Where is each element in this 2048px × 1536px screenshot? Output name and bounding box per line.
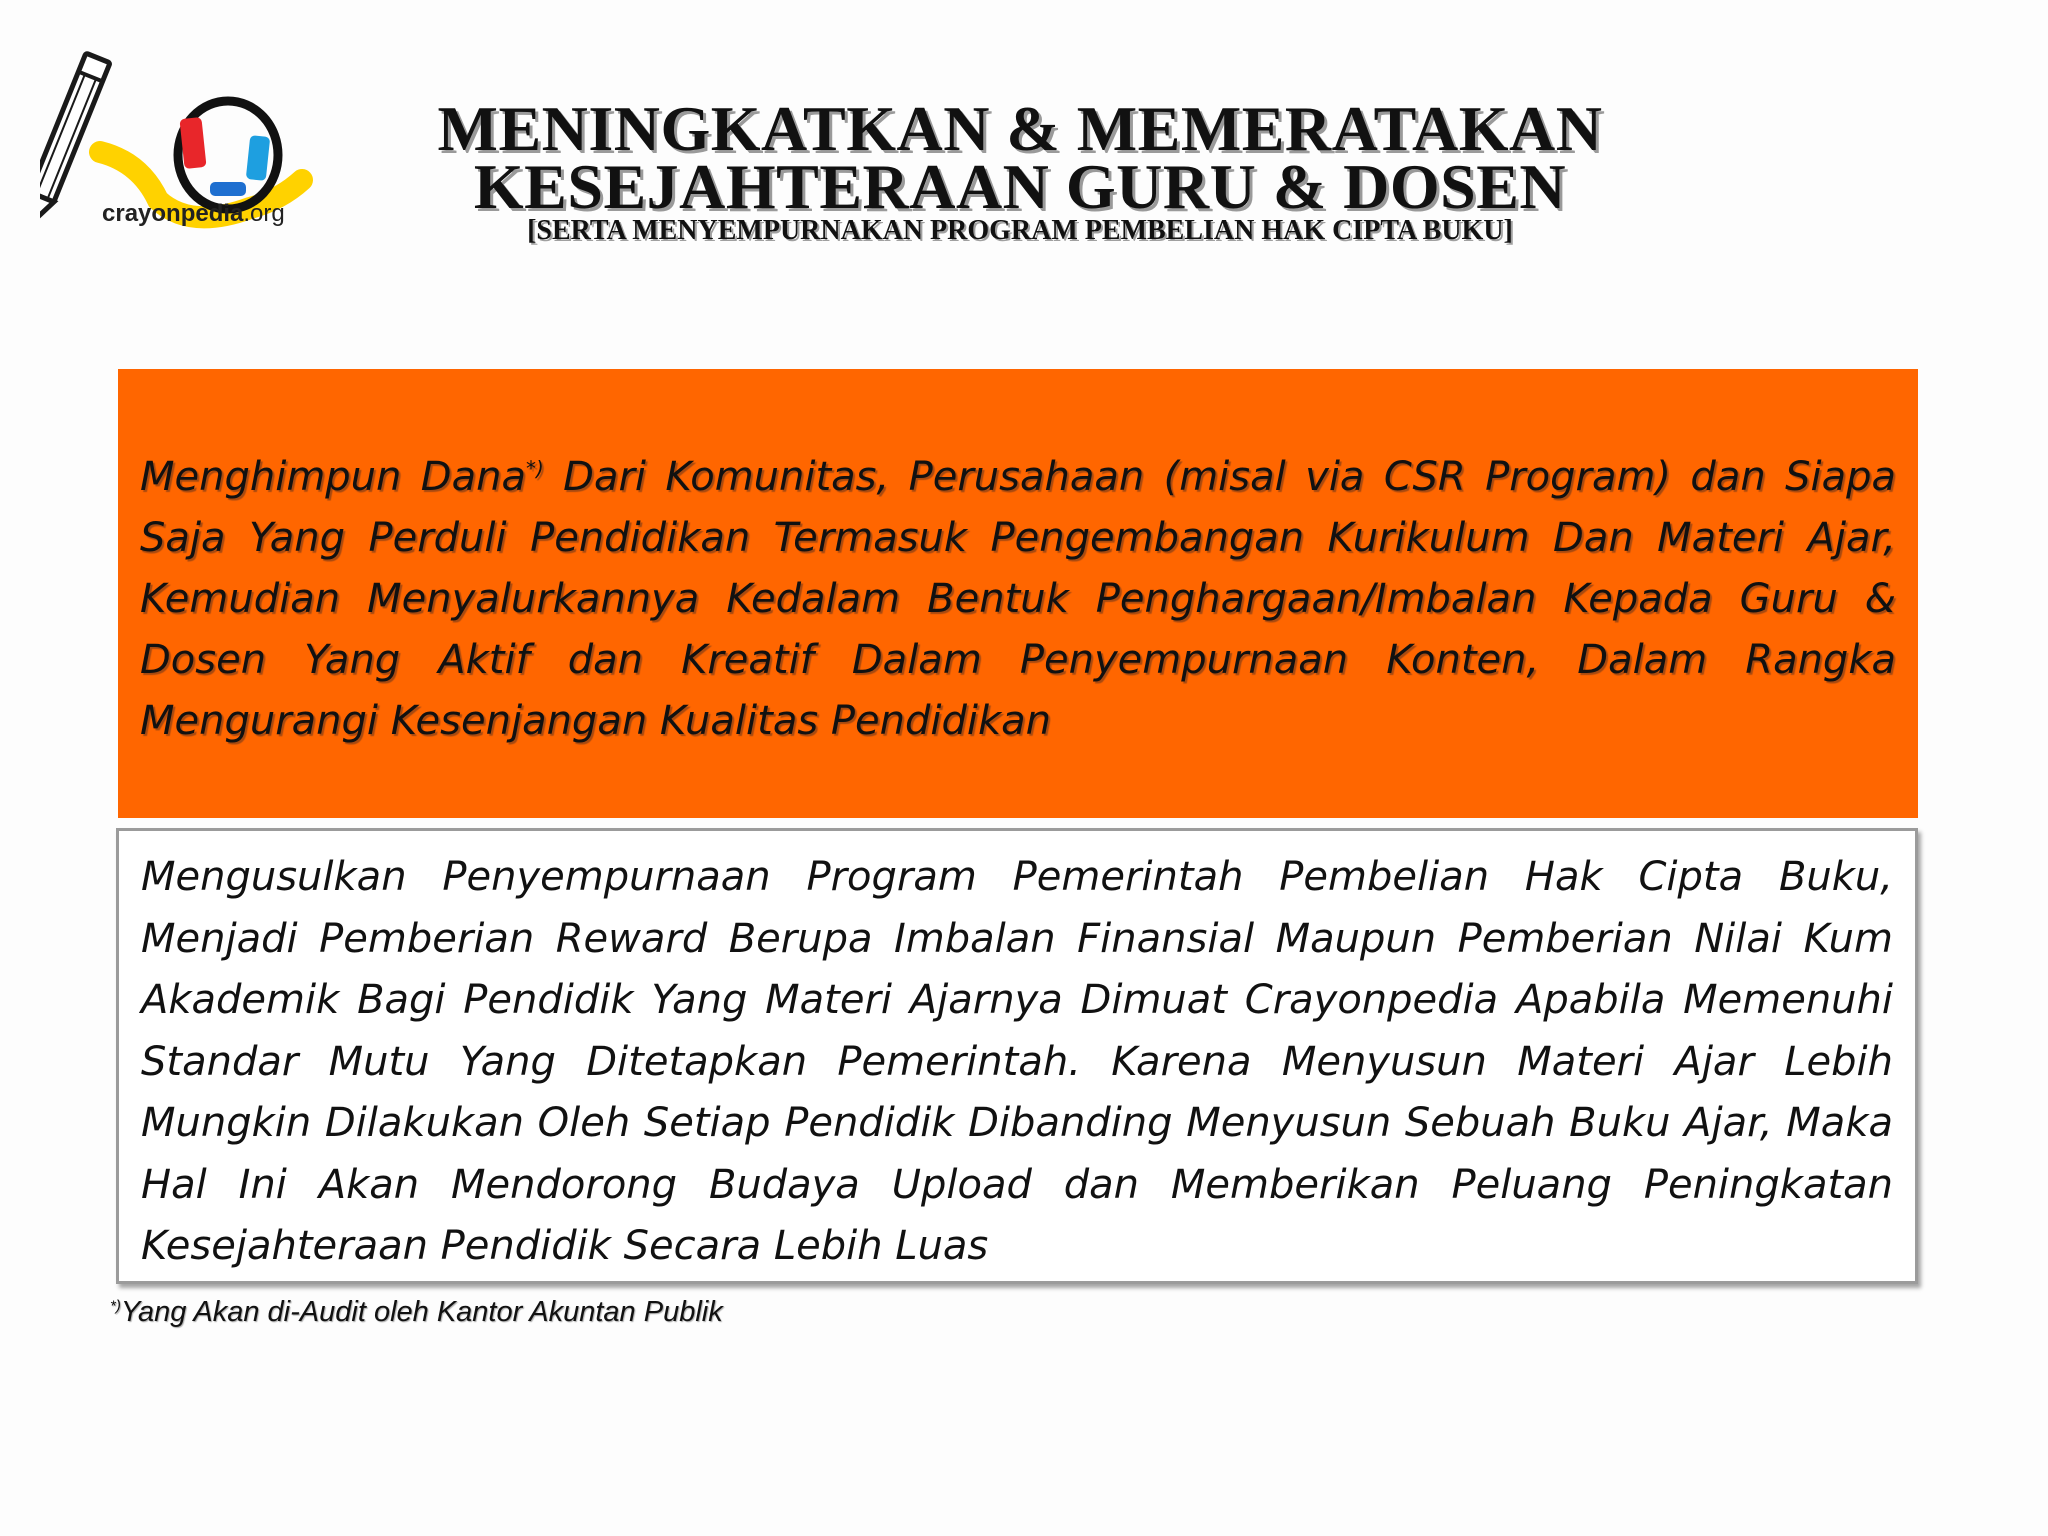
- subtitle: [SERTA MENYEMPURNAKAN PROGRAM PEMBELIAN HAK CIPTA BUKU]: [527, 215, 1513, 246]
- title-block: [340, 93, 1700, 246]
- footnote-marker-bottom: *): [110, 1297, 121, 1315]
- orange-text-start: Menghimpun Dana: [140, 454, 526, 500]
- title-line-1: MENINGKATKAN & MEMERATAKAN: [437, 93, 1603, 164]
- orange-highlight-box: [118, 369, 1918, 818]
- footnote-marker: *): [525, 456, 544, 481]
- logo-suffix: .org: [243, 200, 285, 227]
- logo-wordmark: [102, 200, 285, 228]
- orange-text-rest: Dari Komunitas, Perusahaan (misal via CSR Program) dan Siapa Saja Yang Perduli Pendidikan Termasuk Pengembangan Kurikulum Dan Materi Ajar, Kemudian Menyalurkannya Kedalam Bentuk Penghargaan/Imbalan Kepada Guru & Dosen Yang Aktif dan Kreatif Dalam Penyempurnaan Konten, Dalam Rangka Mengurangi Kesenjangan Kualitas Pendidikan: [140, 454, 1896, 744]
- title-line-2: KESEJAHTERAAN GURU & DOSEN: [473, 151, 1567, 222]
- logo-name: crayonpedia: [102, 200, 244, 227]
- proposal-text: Mengusulkan Penyempurnaan Program Pemerintah Pembelian Hak Cipta Buku, Menjadi Pemberian Reward Berupa Imbalan Finansial Maupun Pemberian Nilai Kum Akademik Bagi Pendidik Yang Materi Ajarnya Dimuat Crayonpedia Apabila Memenuhi Standar Mutu Yang Ditetapkan Pemerintah. Karena Menyusun Materi Ajar Lebih Mungkin Dilakukan Oleh Setiap Pendidik Dibanding Menyusun Sebuah Buku Ajar, Maka Hal Ini Akan Mendorong Budaya Upload dan Memberikan Peluang Peningkatan Kesejahteraan Pendidik Secara Lebih Luas: [141, 854, 1893, 1269]
- footnote-text: Yang Akan di-Audit oleh Kantor Akuntan Publik: [120, 1296, 723, 1328]
- proposal-box: [116, 828, 1918, 1284]
- footnote: [110, 1296, 723, 1329]
- crayonpedia-logo: [40, 50, 340, 240]
- orange-box-text: [140, 447, 1896, 752]
